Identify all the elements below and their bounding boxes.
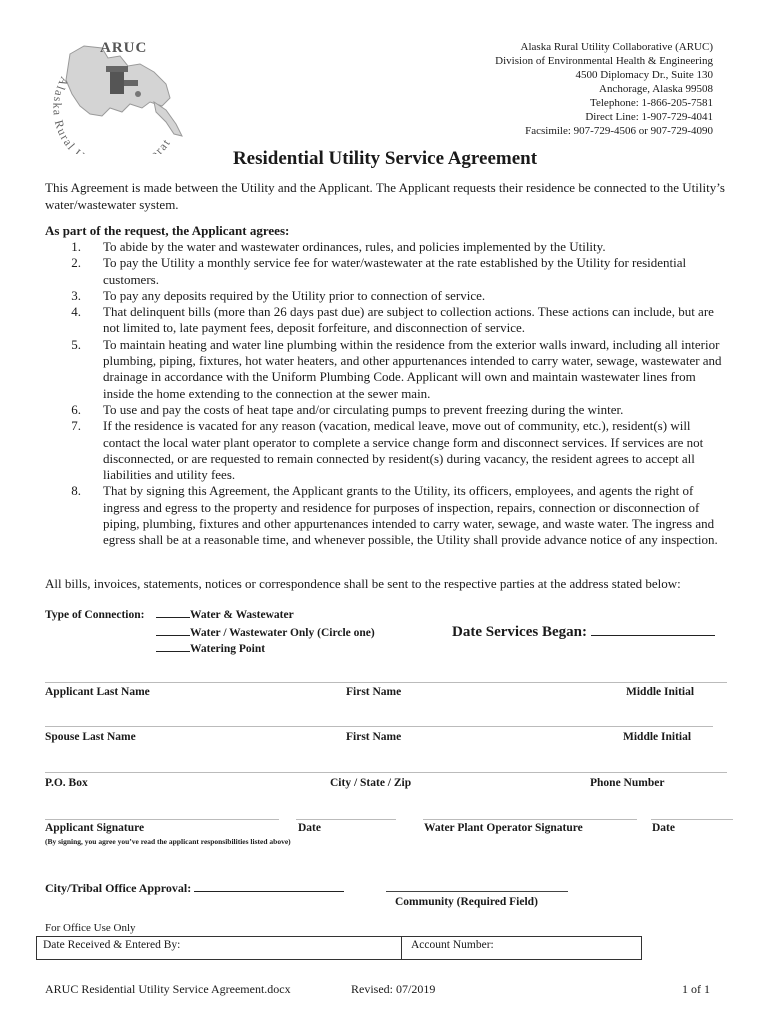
term-number: 8. (71, 483, 81, 499)
date-services-began (452, 624, 715, 641)
applicant-last-name-label: Applicant Last Name (45, 686, 150, 698)
footer-revised: Revised: 07/2019 (351, 982, 436, 996)
term-number: 1. (71, 239, 81, 254)
connection-label: Type of Connection: (45, 609, 145, 621)
middle-initial-label: Middle Initial (626, 686, 695, 698)
term-number: 2. (71, 255, 81, 271)
org-line: Anchorage, Alaska 99508 (599, 83, 713, 95)
spouse-last-name-label: Spouse Last Name (45, 731, 136, 743)
applicant-signature-line[interactable] (45, 819, 279, 820)
spouse-middle-initial-label: Middle Initial (623, 731, 692, 743)
org-line: Division of Environmental Health & Engineering (495, 55, 713, 67)
list-item (45, 288, 727, 304)
office-use-box (36, 936, 642, 960)
term-text: To pay any deposits required by the Utility prior to connection of service. (103, 287, 486, 303)
phone-number-label: Phone Number (590, 777, 665, 789)
po-box-label: P.O. Box (45, 777, 88, 789)
term-number: 4. (71, 304, 81, 320)
date-received-field[interactable]: Date Received & Entered By: (43, 939, 181, 951)
org-line: Facsimile: 907-729-4506 or 907-729-4090 (525, 125, 713, 137)
operator-date-label: Date (652, 822, 675, 834)
intro-paragraph: This Agreement is made between the Utility and the Applicant. The Applicant requests their residence be connected to the Utility’s water/wastewater system. (45, 180, 725, 212)
community-label: Community (Required Field) (395, 896, 538, 908)
applicant-name-line[interactable] (45, 682, 727, 683)
organization-address (495, 40, 713, 138)
footer-page-number: 1 of 1 (682, 982, 710, 996)
aruc-logo (50, 36, 190, 154)
list-item (45, 304, 727, 337)
term-number: 3. (71, 287, 81, 303)
term-number: 7. (71, 418, 81, 434)
date-services-label: Date Services Began: (452, 624, 587, 640)
account-number-field[interactable]: Account Number: (411, 939, 494, 951)
term-text: To abide by the water and wastewater ordinances, rules, and policies implemented by the Utility. (103, 239, 606, 254)
applicant-date-label: Date (298, 822, 321, 834)
city-tribal-approval (45, 881, 344, 896)
org-line: Telephone: 1-866-205-7581 (590, 97, 713, 109)
footer-filename: ARUC Residential Utility Service Agreement.docx (45, 982, 291, 996)
term-text: To maintain heating and water line plumbing within the residence from the exterior walls inward, including all interior plumbing, piping, fixtures, hot water heaters, and other appurtenances intended to carry water, sewage, wastewater and drainage in accordance with the Uniform Plumbing Code. Applicant will own and maintain wastewater lines from inside the home extending to the connection at the sewer main. (103, 336, 722, 401)
list-item (45, 402, 727, 418)
term-number: 5. (71, 336, 81, 352)
logo-abbr: ARUC (100, 40, 148, 56)
city-state-zip-label: City / State / Zip (330, 777, 412, 789)
office-box-divider (401, 937, 402, 959)
operator-signature-line[interactable] (423, 819, 637, 820)
term-number: 6. (71, 401, 81, 417)
applicant-signature-label: Applicant Signature (45, 822, 145, 834)
org-line: Direct Line: 1-907-729-4041 (585, 111, 713, 123)
signature-note: (By signing, you agree you’ve read the applicant responsibilities listed above) (45, 837, 291, 846)
list-item (45, 418, 727, 483)
term-text: That delinquent bills (more than 26 days past due) are subject to collection actions. These actions can include, but are not limited to, late payment fees, deposit forfeiture, and disconnection of service. (103, 304, 714, 336)
term-text: To use and pay the costs of heat tape and/or circulating pumps to prevent freezing during the winter. (103, 401, 624, 417)
bills-paragraph: All bills, invoices, statements, notices or correspondence shall be sent to the respective parties at the address stated below: (45, 576, 681, 591)
operator-signature-label: Water Plant Operator Signature (424, 822, 583, 834)
spouse-name-line[interactable] (45, 726, 713, 727)
date-services-field[interactable] (591, 635, 715, 636)
operator-date-line[interactable] (651, 819, 733, 820)
page-title: Residential Utility Service Agreement (232, 148, 538, 169)
list-item (45, 239, 727, 255)
city-tribal-label: City/Tribal Office Approval: (45, 881, 192, 895)
org-line: Alaska Rural Utility Collaborative (ARUC) (520, 41, 713, 53)
term-text: That by signing this Agreement, the Applicant grants to the Utility, its officers, employees, and agents the right of ingress and egress to the property and residence for purposes of inspection, repairs, connection or disconnection of piping, plumbing, fixtures and other appurtenances intended to carry water, sewage, and waste water. The ingress and egress shall be at a reasonable time, and whenever possible, the Utility shall provide advance notice of any inspection. (103, 483, 718, 548)
city-tribal-field[interactable] (194, 891, 344, 892)
org-line: 4500 Diplomacy Dr., Suite 130 (575, 69, 713, 81)
connection-option-water-only[interactable]: Water / Wastewater Only (Circle one) (156, 627, 375, 639)
logo-arc-text: Alaska Rural rat (50, 74, 174, 154)
applicant-date-line[interactable] (296, 819, 396, 820)
spouse-first-name-label: First Name (346, 731, 402, 743)
list-item (45, 255, 727, 288)
office-use-label: For Office Use Only (45, 922, 136, 934)
address-line[interactable] (45, 772, 727, 773)
term-text: To pay the Utility a monthly service fee for water/wastewater at the rate established by the Utility for residential customers. (103, 255, 687, 287)
first-name-label: First Name (346, 686, 402, 698)
terms-list (45, 239, 727, 549)
agrees-heading: As part of the request, the Applicant agrees: (45, 223, 290, 238)
connection-option-watering-point[interactable]: Watering Point (156, 643, 265, 655)
list-item (45, 483, 727, 548)
term-text: If the residence is vacated for any reason (vacation, medical leave, move out of community, etc.), resident(s) will contact the local water plant operator to complete a service change form and disconnect services. If services are not disconnected, or are requested to remain connected by resident(s) during vacancy, the resident agrees to accept all liabilities and utility fees. (103, 418, 704, 483)
list-item (45, 337, 727, 402)
community-line[interactable] (386, 891, 568, 892)
connection-option-water-wastewater[interactable]: Water & Wastewater (156, 609, 294, 621)
